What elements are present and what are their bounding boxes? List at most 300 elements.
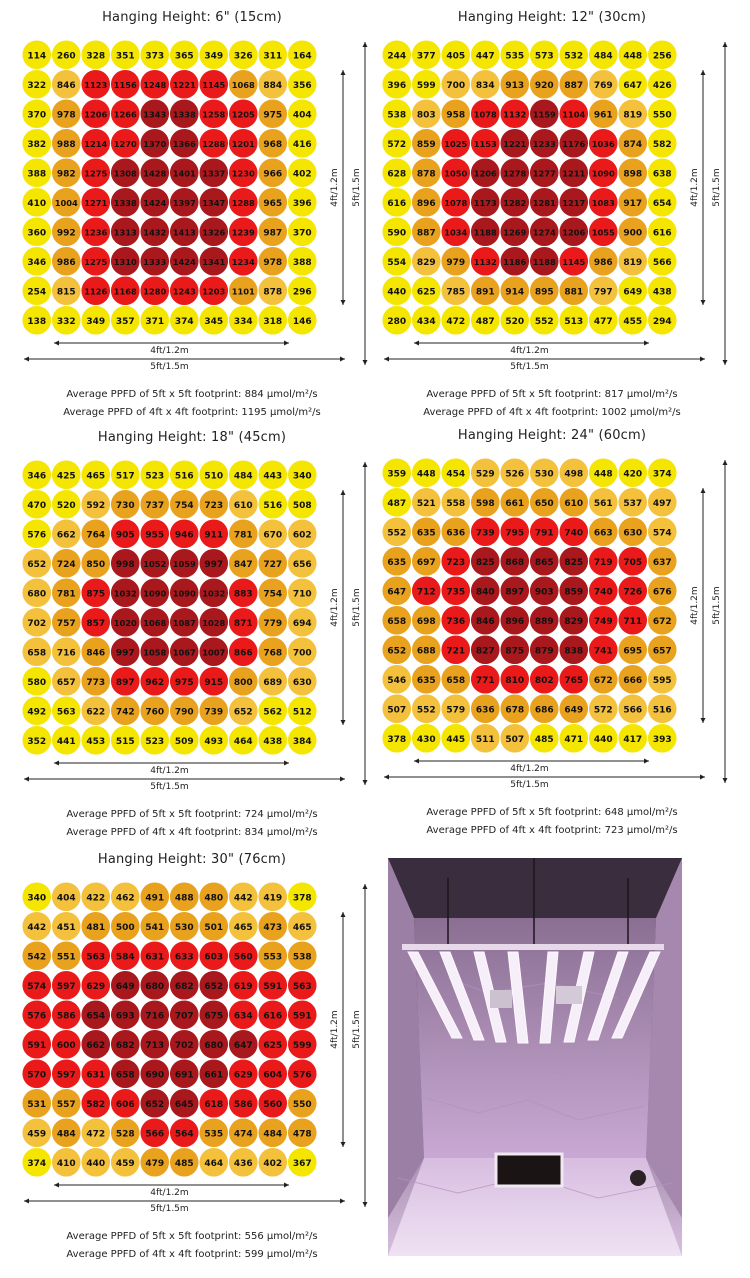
ppfd-value-label: 847: [233, 559, 253, 570]
ppfd-value-label: 846: [56, 80, 76, 91]
ppfd-value-label: 472: [446, 316, 466, 327]
ppfd-value-label: 474: [233, 1129, 253, 1140]
ppfd-value-label: 1168: [113, 286, 137, 297]
avg-5ft-text: Average PPFD of 5ft x 5ft footprint: 648 µmol/m²/s: [426, 807, 678, 818]
ppfd-value-label: 616: [387, 198, 407, 209]
ppfd-value-label: 688: [416, 646, 436, 657]
ppfd-value-label: 374: [652, 469, 672, 480]
ppfd-value-label: 834: [475, 80, 495, 91]
ppfd-value-label: 326: [233, 51, 253, 62]
ppfd-value-label: 631: [86, 1070, 106, 1081]
ppfd-value-label: 803: [416, 110, 436, 121]
ppfd-value-label: 576: [27, 530, 47, 541]
ppfd-value-label: 552: [534, 316, 554, 327]
ppfd-value-label: 616: [652, 228, 672, 239]
ppfd-value-label: 961: [593, 110, 613, 121]
ppfd-value-label: 726: [623, 587, 643, 598]
ppfd-value-label: 711: [623, 616, 643, 627]
ppfd-value-label: 652: [145, 1099, 165, 1110]
ppfd-value-label: 530: [534, 469, 554, 480]
ppfd-value-label: 857: [86, 618, 106, 629]
ppfd-value-label: 629: [86, 981, 106, 992]
ppfd-value-label: 1123: [84, 79, 108, 90]
ppfd-value-label: 779: [263, 618, 283, 629]
ppfd-value-label: 464: [204, 1158, 224, 1169]
outer-width-label: 5ft/1.5m: [150, 782, 189, 792]
ppfd-value-label: 846: [475, 616, 495, 627]
ppfd-value-label: 649: [115, 981, 135, 992]
ppfd-value-label: 528: [115, 1129, 135, 1140]
ppfd-value-label: 1236: [84, 227, 108, 238]
ppfd-value-label: 1343: [143, 109, 167, 120]
panel-title: Hanging Height: 24" (60cm): [457, 428, 647, 443]
ppfd-value-label: 1052: [143, 558, 167, 569]
ppfd-value-label: 713: [145, 1040, 165, 1051]
ppfd-value-label: 445: [446, 734, 466, 745]
ppfd-value-label: 760: [145, 707, 165, 718]
ppfd-value-label: 417: [623, 734, 643, 745]
ppfd-value-label: 455: [623, 316, 643, 327]
ppfd-value-label: 840: [475, 587, 495, 598]
ppfd-value-label: 566: [623, 705, 643, 716]
ppfd-value-label: 917: [623, 198, 643, 209]
ppfd-value-label: 905: [115, 530, 135, 541]
ppfd-value-label: 572: [593, 705, 613, 716]
ppfd-heatmap: [22, 430, 382, 800]
ppfd-value-label: 654: [86, 1011, 106, 1022]
ppfd-value-label: 573: [534, 51, 554, 62]
ppfd-value-label: 1217: [562, 197, 586, 208]
ppfd-value-label: 1248: [143, 79, 167, 90]
ppfd-value-label: 563: [292, 981, 312, 992]
ppfd-value-label: 1214: [84, 138, 108, 149]
ppfd-heatmap: [22, 10, 382, 380]
ppfd-value-label: 672: [593, 675, 613, 686]
ppfd-value-label: 443: [263, 471, 283, 482]
ppfd-value-label: 946: [174, 530, 194, 541]
ppfd-value-label: 591: [292, 1011, 312, 1022]
ppfd-value-label: 680: [204, 1040, 224, 1051]
ppfd-value-label: 689: [263, 677, 283, 688]
ppfd-value-label: 511: [475, 734, 495, 745]
inner-width-label: 4ft/1.2m: [150, 346, 189, 356]
ppfd-value-label: 346: [27, 471, 47, 482]
ppfd-value-label: 663: [593, 528, 613, 539]
ppfd-value-label: 346: [27, 257, 47, 268]
ppfd-value-label: 897: [505, 587, 525, 598]
ppfd-value-label: 493: [204, 736, 224, 747]
ppfd-value-label: 771: [475, 675, 495, 686]
ppfd-value-label: 707: [174, 1011, 194, 1022]
ppfd-value-label: 1087: [172, 617, 196, 628]
avg-5ft-text: Average PPFD of 5ft x 5ft footprint: 884 µmol/m²/s: [66, 389, 318, 400]
outer-height-label: 5ft/1.5m: [712, 586, 722, 625]
ppfd-value-label: 340: [292, 471, 312, 482]
ppfd-value-label: 652: [27, 559, 47, 570]
ppfd-value-label: 442: [27, 922, 47, 933]
ppfd-value-label: 1310: [113, 256, 137, 267]
ppfd-value-label: 453: [86, 736, 106, 747]
ppfd-value-label: 345: [204, 316, 224, 327]
ppfd-value-label: 739: [475, 528, 495, 539]
ppfd-value-label: 1078: [473, 109, 497, 120]
ppfd-value-label: 1007: [202, 647, 226, 658]
ppfd-value-label: 647: [623, 80, 643, 91]
ppfd-value-label: 546: [387, 675, 407, 686]
ppfd-value-label: 647: [387, 587, 407, 598]
ppfd-value-label: 472: [86, 1129, 106, 1140]
ppfd-value-label: 1413: [172, 227, 196, 238]
ppfd-value-label: 529: [475, 469, 495, 480]
ppfd-value-label: 920: [534, 80, 554, 91]
ppfd-value-label: 1277: [532, 168, 556, 179]
ppfd-value-label: 256: [652, 51, 672, 62]
ppfd-value-label: 887: [564, 80, 584, 91]
ppfd-value-label: 604: [263, 1070, 283, 1081]
ppfd-value-label: 1239: [231, 227, 255, 238]
ppfd-value-label: 404: [292, 110, 312, 121]
ppfd-value-label: 727: [263, 559, 283, 570]
ppfd-value-label: 1370: [143, 138, 167, 149]
ppfd-value-label: 254: [27, 287, 47, 298]
ppfd-value-label: 962: [145, 677, 165, 688]
ppfd-value-label: 680: [145, 981, 165, 992]
ppfd-value-label: 896: [505, 616, 525, 627]
ppfd-value-label: 294: [652, 316, 672, 327]
ppfd-value-label: 551: [56, 952, 76, 963]
ppfd-value-label: 675: [204, 1011, 224, 1022]
ppfd-value-label: 485: [174, 1158, 194, 1169]
ppfd-value-label: 992: [56, 228, 76, 239]
ppfd-value-label: 484: [263, 1129, 283, 1140]
ppfd-value-label: 440: [387, 287, 407, 298]
ppfd-value-label: 558: [446, 498, 466, 509]
ppfd-value-label: 898: [623, 169, 643, 180]
ppfd-value-label: 1090: [172, 588, 196, 599]
ppfd-value-label: 1281: [532, 197, 556, 208]
ppfd-value-label: 693: [115, 1011, 135, 1022]
ppfd-value-label: 352: [27, 736, 47, 747]
ppfd-value-label: 878: [263, 287, 283, 298]
ppfd-value-label: 825: [564, 557, 584, 568]
inner-height-label: 4ft/1.2m: [330, 588, 340, 627]
ppfd-value-label: 516: [652, 705, 672, 716]
ppfd-value-label: 654: [652, 198, 672, 209]
ppfd-value-label: 1424: [172, 256, 196, 267]
ppfd-value-label: 987: [263, 228, 283, 239]
ppfd-value-label: 868: [505, 557, 525, 568]
ppfd-value-label: 351: [115, 51, 135, 62]
ppfd-value-label: 318: [263, 316, 283, 327]
ppfd-value-label: 1337: [202, 168, 226, 179]
ppfd-value-label: 1205: [231, 109, 255, 120]
ppfd-value-label: 889: [534, 616, 554, 627]
ppfd-value-label: 652: [387, 646, 407, 657]
ppfd-value-label: 574: [652, 528, 672, 539]
ppfd-value-label: 582: [652, 139, 672, 150]
ppfd-value-label: 388: [27, 169, 47, 180]
ppfd-value-label: 550: [292, 1099, 312, 1110]
ppfd-value-label: 606: [115, 1099, 135, 1110]
ppfd-value-label: 584: [115, 952, 135, 963]
ppfd-value-label: 879: [534, 646, 554, 657]
ppfd-value-label: 859: [564, 587, 584, 598]
ppfd-value-label: 530: [174, 922, 194, 933]
ppfd-value-label: 815: [56, 287, 76, 298]
ppfd-value-label: 334: [233, 316, 253, 327]
ppfd-value-label: 507: [387, 705, 407, 716]
inner-width-label: 4ft/1.2m: [150, 766, 189, 776]
ppfd-value-label: 736: [446, 616, 466, 627]
ppfd-value-label: 1104: [562, 109, 586, 120]
outer-height-label: 5ft/1.5m: [352, 588, 362, 627]
ppfd-value-label: 735: [446, 587, 466, 598]
ppfd-value-label: 622: [86, 707, 106, 718]
ppfd-value-label: 742: [115, 707, 135, 718]
ppfd-value-label: 430: [416, 734, 436, 745]
ppfd-value-label: 1230: [231, 168, 255, 179]
ppfd-value-label: 1186: [503, 256, 527, 267]
ppfd-value-label: 618: [204, 1099, 224, 1110]
inner-height-label: 4ft/1.2m: [330, 168, 340, 207]
ppfd-value-label: 378: [292, 893, 312, 904]
ppfd-value-label: 471: [564, 734, 584, 745]
ppfd-value-label: 465: [292, 922, 312, 933]
ppfd-value-label: 311: [263, 51, 283, 62]
ppfd-value-label: 797: [593, 287, 613, 298]
ppfd-value-label: 564: [174, 1129, 194, 1140]
ppfd-value-label: 740: [593, 587, 613, 598]
ppfd-value-label: 416: [292, 139, 312, 150]
ppfd-value-label: 357: [115, 316, 135, 327]
ppfd-value-label: 1036: [591, 138, 615, 149]
ppfd-value-label: 658: [115, 1070, 135, 1081]
ppfd-value-label: 650: [534, 498, 554, 509]
ppfd-value-label: 866: [233, 648, 253, 659]
ppfd-value-label: 652: [233, 707, 253, 718]
ppfd-value-label: 508: [292, 500, 312, 511]
ppfd-value-label: 448: [593, 469, 613, 480]
ppfd-value-label: 800: [233, 677, 253, 688]
ppfd-value-label: 636: [446, 528, 466, 539]
ppfd-value-label: 1269: [503, 227, 527, 238]
avg-4ft-text: Average PPFD of 4ft x 4ft footprint: 723 µmol/m²/s: [426, 825, 678, 836]
ppfd-value-label: 825: [475, 557, 495, 568]
ppfd-value-label: 819: [623, 110, 643, 121]
ppfd-value-label: 1206: [473, 168, 497, 179]
ppfd-value-label: 741: [593, 646, 613, 657]
ppfd-value-label: 754: [263, 589, 283, 600]
ppfd-value-label: 552: [416, 705, 436, 716]
ppfd-value-label: 553: [263, 952, 283, 963]
ppfd-value-label: 410: [27, 198, 47, 209]
ppfd-value-label: 462: [115, 893, 135, 904]
ppfd-value-label: 716: [56, 648, 76, 659]
ppfd-value-label: 509: [174, 736, 194, 747]
ppfd-value-label: 1206: [562, 227, 586, 238]
ppfd-value-label: 635: [416, 675, 436, 686]
ppfd-value-label: 377: [416, 51, 436, 62]
ppfd-value-label: 819: [623, 257, 643, 268]
ppfd-value-label: 1050: [444, 168, 468, 179]
ppfd-value-label: 810: [505, 675, 525, 686]
ppfd-value-label: 865: [534, 557, 554, 568]
ppfd-value-label: 773: [86, 677, 106, 688]
ppfd-value-label: 781: [233, 530, 253, 541]
ppfd-value-label: 1034: [444, 227, 468, 238]
ppfd-value-label: 479: [145, 1158, 165, 1169]
ppfd-value-label: 661: [204, 1070, 224, 1081]
ppfd-value-label: 1243: [172, 286, 196, 297]
ppfd-value-label: 1338: [172, 109, 196, 120]
ppfd-value-label: 554: [387, 257, 407, 268]
ppfd-value-label: 637: [652, 557, 672, 568]
ppfd-value-label: 874: [623, 139, 643, 150]
ppfd-value-label: 484: [593, 51, 613, 62]
ppfd-value-label: 1090: [591, 168, 615, 179]
ppfd-value-label: 629: [233, 1070, 253, 1081]
ppfd-value-label: 737: [145, 500, 165, 511]
ppfd-value-label: 438: [263, 736, 283, 747]
ppfd-value-label: 487: [387, 498, 407, 509]
ppfd-value-label: 661: [505, 498, 525, 509]
ppfd-value-label: 332: [56, 316, 76, 327]
ppfd-value-label: 1275: [84, 256, 108, 267]
ppfd-value-label: 448: [623, 51, 643, 62]
ppfd-value-label: 635: [387, 557, 407, 568]
ppfd-value-label: 1278: [503, 168, 527, 179]
ppfd-value-label: 790: [174, 707, 194, 718]
ppfd-value-label: 966: [263, 169, 283, 180]
ppfd-value-label: 422: [86, 893, 106, 904]
ppfd-value-label: 484: [56, 1129, 76, 1140]
ppfd-value-label: 721: [446, 646, 466, 657]
ppfd-value-label: 672: [652, 616, 672, 627]
ppfd-value-label: 425: [56, 471, 76, 482]
ppfd-value-label: 434: [416, 316, 436, 327]
ppfd-value-label: 488: [174, 893, 194, 904]
ppfd-value-label: 510: [204, 471, 224, 482]
inner-height-label: 4ft/1.2m: [690, 168, 700, 207]
ppfd-value-label: 586: [233, 1099, 253, 1110]
ppfd-value-label: 691: [174, 1070, 194, 1081]
outer-width-label: 5ft/1.5m: [510, 780, 549, 790]
ppfd-value-label: 561: [593, 498, 613, 509]
ppfd-value-label: 492: [27, 707, 47, 718]
ppfd-value-label: 723: [446, 557, 466, 568]
ppfd-value-label: 829: [564, 616, 584, 627]
ppfd-value-label: 454: [446, 469, 466, 480]
ppfd-value-label: 997: [204, 559, 224, 570]
ppfd-value-label: 911: [204, 530, 224, 541]
ppfd-value-label: 1366: [172, 138, 196, 149]
ppfd-value-label: 405: [446, 51, 466, 62]
ppfd-value-label: 597: [56, 1070, 76, 1081]
ppfd-panel-24in: [382, 428, 742, 836]
ppfd-value-label: 1025: [444, 138, 468, 149]
ppfd-value-label: 698: [416, 616, 436, 627]
ppfd-value-label: 580: [27, 677, 47, 688]
ppfd-value-label: 523: [145, 471, 165, 482]
ppfd-value-label: 781: [56, 589, 76, 600]
outer-width-label: 5ft/1.5m: [150, 362, 189, 372]
ppfd-value-label: 603: [204, 952, 224, 963]
ppfd-value-label: 795: [505, 528, 525, 539]
ppfd-value-label: 566: [145, 1129, 165, 1140]
ppfd-value-label: 507: [505, 734, 525, 745]
ppfd-value-label: 552: [387, 528, 407, 539]
ppfd-value-label: 694: [292, 618, 312, 629]
ppfd-value-label: 464: [233, 736, 253, 747]
ppfd-value-label: 986: [593, 257, 613, 268]
ppfd-value-label: 1032: [202, 588, 226, 599]
panel-title: Hanging Height: 6" (15cm): [102, 10, 282, 25]
ppfd-value-label: 388: [292, 257, 312, 268]
ppfd-value-label: 440: [593, 734, 613, 745]
ppfd-value-label: 829: [416, 257, 436, 268]
ppfd-value-label: 138: [27, 316, 47, 327]
ppfd-value-label: 658: [446, 675, 466, 686]
ppfd-value-label: 652: [204, 981, 224, 992]
ppfd-value-label: 682: [174, 981, 194, 992]
ppfd-value-label: 523: [145, 736, 165, 747]
ppfd-value-label: 426: [652, 80, 672, 91]
ppfd-value-label: 356: [292, 80, 312, 91]
ppfd-value-label: 724: [56, 559, 76, 570]
ppfd-value-label: 1326: [202, 227, 226, 238]
ppfd-value-label: 576: [292, 1070, 312, 1081]
ppfd-value-label: 535: [204, 1129, 224, 1140]
ppfd-value-label: 164: [292, 51, 312, 62]
ppfd-value-label: 1333: [143, 256, 167, 267]
inner-width-label: 4ft/1.2m: [510, 346, 549, 356]
ppfd-value-label: 1059: [172, 558, 196, 569]
ppfd-value-label: 1221: [172, 79, 196, 90]
ppfd-value-label: 1176: [562, 138, 586, 149]
ppfd-value-label: 497: [652, 498, 672, 509]
ppfd-value-label: 359: [387, 469, 407, 480]
ppfd-value-label: 1126: [84, 286, 108, 297]
ppfd-value-label: 666: [623, 675, 643, 686]
grow-tent-photo-icon: [388, 858, 682, 1256]
ppfd-value-label: 850: [86, 559, 106, 570]
ppfd-value-label: 410: [56, 1158, 76, 1169]
ppfd-value-label: 517: [115, 471, 135, 482]
ppfd-value-label: 647: [233, 1040, 253, 1051]
avg-4ft-text: Average PPFD of 4ft x 4ft footprint: 834 µmol/m²/s: [66, 827, 318, 838]
avg-4ft-text: Average PPFD of 4ft x 4ft footprint: 599 µmol/m²/s: [66, 1249, 318, 1260]
ppfd-value-label: 1145: [562, 256, 586, 267]
avg-5ft-text: Average PPFD of 5ft x 5ft footprint: 724 µmol/m²/s: [66, 809, 318, 820]
outer-height-label: 5ft/1.5m: [352, 168, 362, 207]
ppfd-value-label: 465: [233, 922, 253, 933]
ppfd-value-label: 579: [446, 705, 466, 716]
ppfd-value-label: 516: [174, 471, 194, 482]
ppfd-value-label: 634: [233, 1011, 253, 1022]
ppfd-value-label: 563: [56, 707, 76, 718]
ppfd-value-label: 1068: [143, 617, 167, 628]
ppfd-value-label: 1028: [202, 617, 226, 628]
ppfd-value-label: 1004: [54, 197, 78, 208]
ppfd-panel-6in: [22, 10, 382, 418]
ppfd-value-label: 419: [263, 893, 283, 904]
ppfd-value-label: 595: [652, 675, 672, 686]
ppfd-value-label: 1397: [172, 197, 196, 208]
ppfd-value-label: 597: [56, 981, 76, 992]
ppfd-value-label: 370: [292, 228, 312, 239]
ppfd-value-label: 1270: [113, 138, 137, 149]
ppfd-value-label: 730: [115, 500, 135, 511]
